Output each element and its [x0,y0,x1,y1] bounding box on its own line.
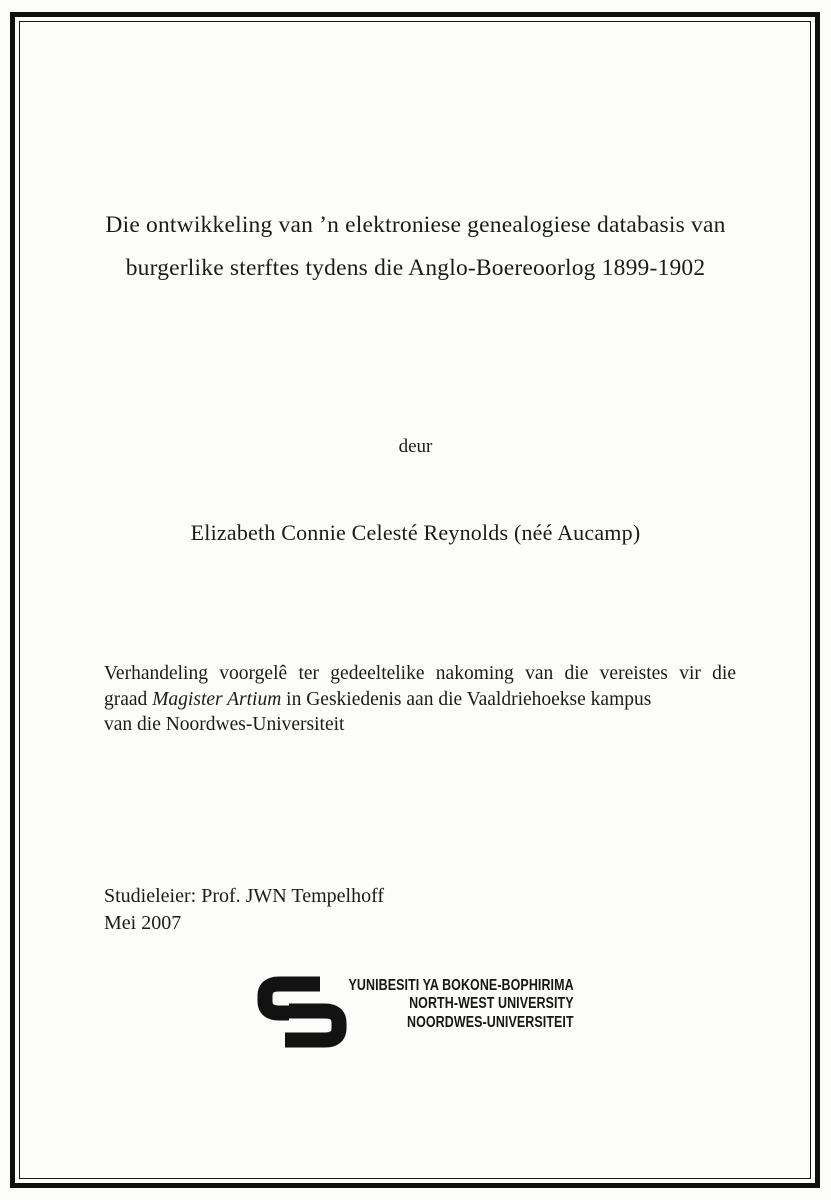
supervisor-line: Studieleier: Prof. JWN Tempelhoff [104,885,385,907]
thesis-title [55,204,776,290]
logo-line-setswana: YUNIBESITI YA BOKONE-BOPHIRIMA [348,977,574,994]
statement-line-2-pre: graad [104,688,153,710]
nwu-chain-links-icon [256,974,348,1050]
byline-deur: deur [398,436,433,457]
university-logo-text [349,977,574,1032]
logo-line-afrikaans: NOORDWES-UNIVERSITEIT [407,1013,574,1031]
statement-line-1: Verhandeling voorgelê ter gedeeltelike nakoming van die vereistes vir die [104,663,736,684]
degree-name-italic: Magister Artium [152,688,282,710]
statement-line-2-post: in Geskiedenis aan die Vaaldriehoekse kampus [281,688,652,710]
statement-line-3: van die Noordwes-Universiteit [104,714,345,735]
logo-line-english: NORTH-WEST UNIVERSITY [409,995,574,1013]
date-line: Mei 2007 [104,912,182,934]
statement-line-2 [104,687,736,713]
title-line-1: Die ontwikkeling van ’n elektroniese genealogiese databasis van [105,212,726,238]
author-name: Elizabeth Connie Celesté Reynolds (néé Aucamp) [190,520,641,545]
degree-statement [104,661,736,738]
title-line-2: burgerlike sterftes tydens die Anglo-Boereoorlog 1899-1902 [125,255,706,281]
